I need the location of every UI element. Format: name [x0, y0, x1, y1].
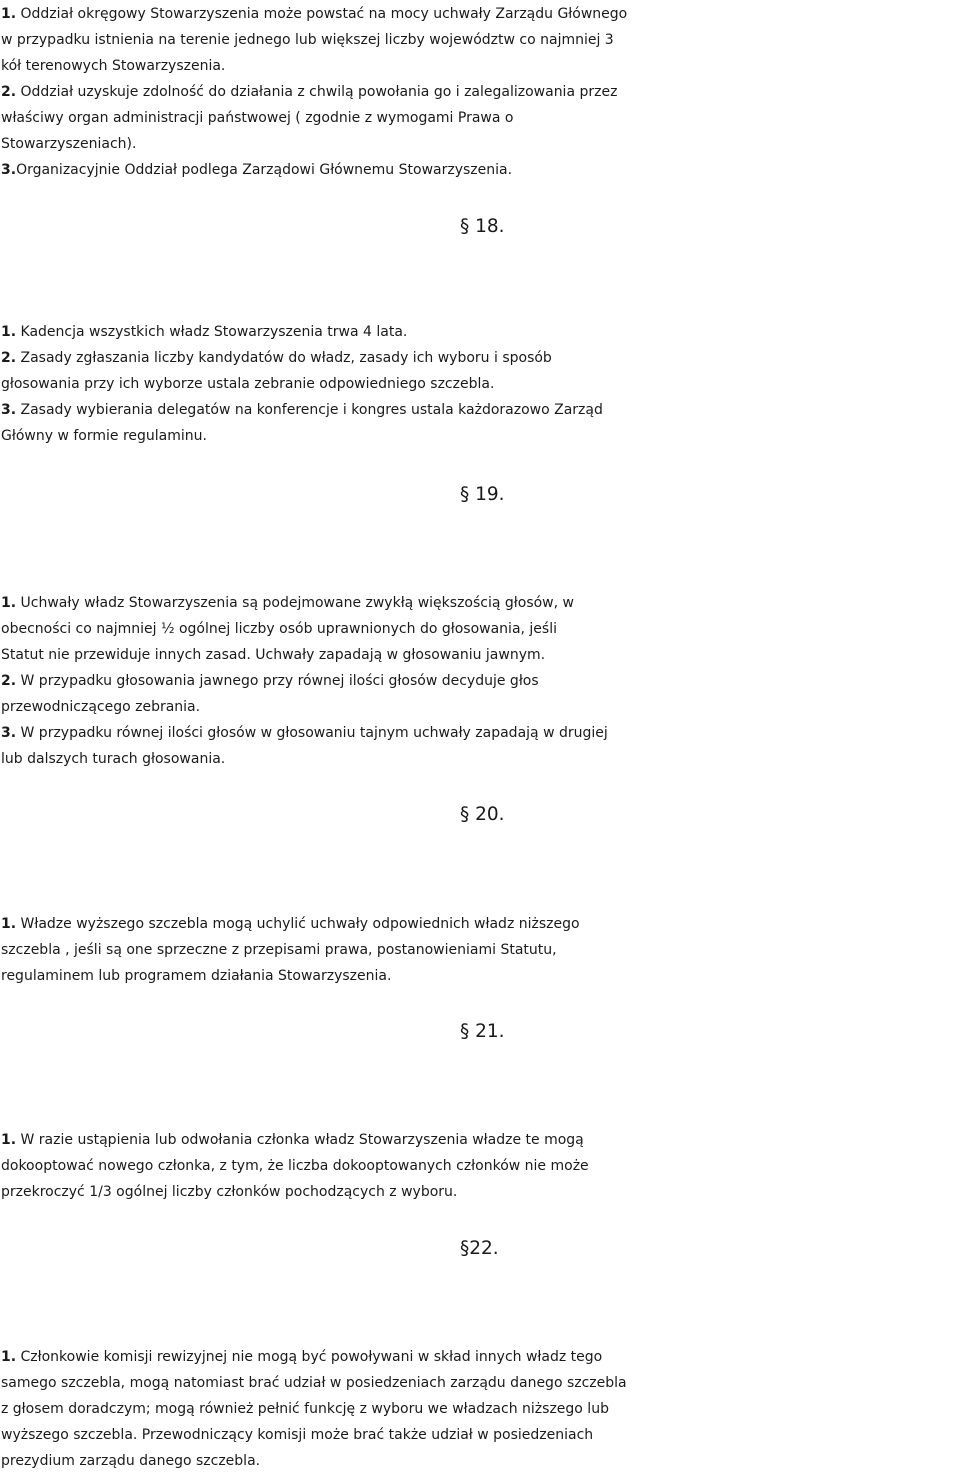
point-number: 1.	[1, 324, 17, 340]
point-text: przekroczyć 1/3 ogólnej liczby członków pochodzących z wyboru.	[1, 1184, 458, 1200]
text-line	[1, 963, 959, 989]
text-line	[1, 53, 959, 79]
point-text: w przypadku istnienia na terenie jednego lub większej liczby województw co najmniej 3	[1, 32, 614, 48]
text-line	[1, 397, 959, 423]
point-text: Główny w formie regulaminu.	[1, 428, 207, 444]
text-line	[1, 590, 959, 616]
point-text: Kadencja wszystkich władz Stowarzyszenia trwa 4 lata.	[16, 324, 408, 340]
point-text: z głosem doradczym; mogą również pełnić funkcję z wyboru we władzach niższego lub	[1, 1401, 609, 1417]
point-text: Uchwały władz Stowarzyszenia są podejmowane zwykłą większością głosów, w	[16, 595, 574, 611]
point-number: 1.	[1, 6, 17, 22]
text-line	[1, 105, 959, 131]
point-number: 3.	[1, 725, 17, 741]
text-line	[1, 27, 959, 53]
point-text: W przypadku głosowania jawnego przy równej ilości głosów decyduje głos	[16, 673, 539, 689]
point-text: regulaminem lub programem działania Stowarzyszenia.	[1, 968, 392, 984]
paragraph-block-19	[1, 590, 959, 772]
text-line	[1, 668, 959, 694]
point-number: 1.	[1, 1349, 17, 1365]
point-text: Zasady wybierania delegatów na konferencje i kongres ustala każdorazowo Zarząd	[16, 402, 603, 418]
point-number: 2.	[1, 350, 17, 366]
point-text: wyższego szczebla. Przewodniczący komisji może brać także udział w posiedzeniach	[1, 1427, 594, 1443]
paragraph-block-21	[1, 1127, 959, 1205]
section-heading-20: § 20.	[460, 804, 505, 825]
paragraph-block-18	[1, 319, 959, 449]
text-line	[1, 1127, 959, 1153]
text-line	[1, 1448, 959, 1474]
text-line	[1, 1344, 959, 1370]
text-line	[1, 937, 959, 963]
point-text: prezydium zarządu danego szczebla.	[1, 1453, 261, 1469]
paragraph-block-17	[1, 1, 959, 183]
text-line	[1, 720, 959, 746]
text-line	[1, 371, 959, 397]
text-line	[1, 1179, 959, 1205]
point-number: 1.	[1, 1132, 17, 1148]
text-line	[1, 319, 959, 345]
point-text: W przypadku równej ilości głosów w głosowaniu tajnym uchwały zapadają w drugiej	[16, 725, 608, 741]
point-text: samego szczebla, mogą natomiast brać udział w posiedzeniach zarządu danego szczebla	[1, 1375, 627, 1391]
point-text: Organizacyjnie Oddział podlega Zarządowi Głównemu Stowarzyszenia.	[16, 162, 513, 178]
point-number: 3.	[1, 402, 17, 418]
point-text: Oddział uzyskuje zdolność do działania z chwilą powołania go i zalegalizowania przez	[16, 84, 618, 100]
paragraph-block-20	[1, 911, 959, 989]
point-text: dokooptować nowego członka, z tym, że liczba dokooptowanych członków nie może	[1, 1158, 589, 1174]
text-line	[1, 1370, 959, 1396]
point-text: właściwy organ administracji państwowej ( zgodnie z wymogami Prawa o	[1, 110, 514, 126]
text-line	[1, 616, 959, 642]
section-heading-21: § 21.	[460, 1021, 505, 1042]
point-text: przewodniczącego zebrania.	[1, 699, 201, 715]
section-heading-22: §22.	[460, 1238, 499, 1259]
text-line	[1, 911, 959, 937]
text-line	[1, 694, 959, 720]
point-text: Zasady zgłaszania liczby kandydatów do władz, zasady ich wyboru i sposób	[16, 350, 552, 366]
text-line	[1, 746, 959, 772]
point-number: 2.	[1, 84, 17, 100]
text-line	[1, 1153, 959, 1179]
text-line	[1, 79, 959, 105]
point-number: 1.	[1, 595, 17, 611]
point-text: Władze wyższego szczebla mogą uchylić uchwały odpowiednich władz niższego	[16, 916, 580, 932]
point-text: Oddział okręgowy Stowarzyszenia może powstać na mocy uchwały Zarządu Głównego	[16, 6, 628, 22]
text-line	[1, 1396, 959, 1422]
text-line	[1, 1422, 959, 1448]
text-line	[1, 1, 959, 27]
point-text: głosowania przy ich wyborze ustala zebranie odpowiedniego szczebla.	[1, 376, 495, 392]
point-number: 1.	[1, 916, 17, 932]
point-text: Statut nie przewiduje innych zasad. Uchwały zapadają w głosowaniu jawnym.	[1, 647, 546, 663]
section-heading-19: § 19.	[460, 484, 505, 505]
text-line	[1, 345, 959, 371]
section-heading-18: § 18.	[460, 216, 505, 237]
text-line	[1, 131, 959, 157]
text-line	[1, 423, 959, 449]
point-text: lub dalszych turach głosowania.	[1, 751, 226, 767]
point-number: 2.	[1, 673, 17, 689]
paragraph-block-22	[1, 1344, 959, 1474]
point-text: W razie ustąpienia lub odwołania członka władz Stowarzyszenia władze te mogą	[16, 1132, 584, 1148]
point-text: Członkowie komisji rewizyjnej nie mogą być powoływani w skład innych władz tego	[16, 1349, 603, 1365]
point-text: Stowarzyszeniach).	[1, 136, 137, 152]
point-text: kół terenowych Stowarzyszenia.	[1, 58, 226, 74]
point-text: obecności co najmniej ½ ogólnej liczby osób uprawnionych do głosowania, jeśli	[1, 621, 557, 637]
text-line	[1, 157, 959, 183]
point-number: 3.	[1, 162, 17, 178]
text-line	[1, 642, 959, 668]
point-text: szczebla , jeśli są one sprzeczne z przepisami prawa, postanowieniami Statutu,	[1, 942, 557, 958]
